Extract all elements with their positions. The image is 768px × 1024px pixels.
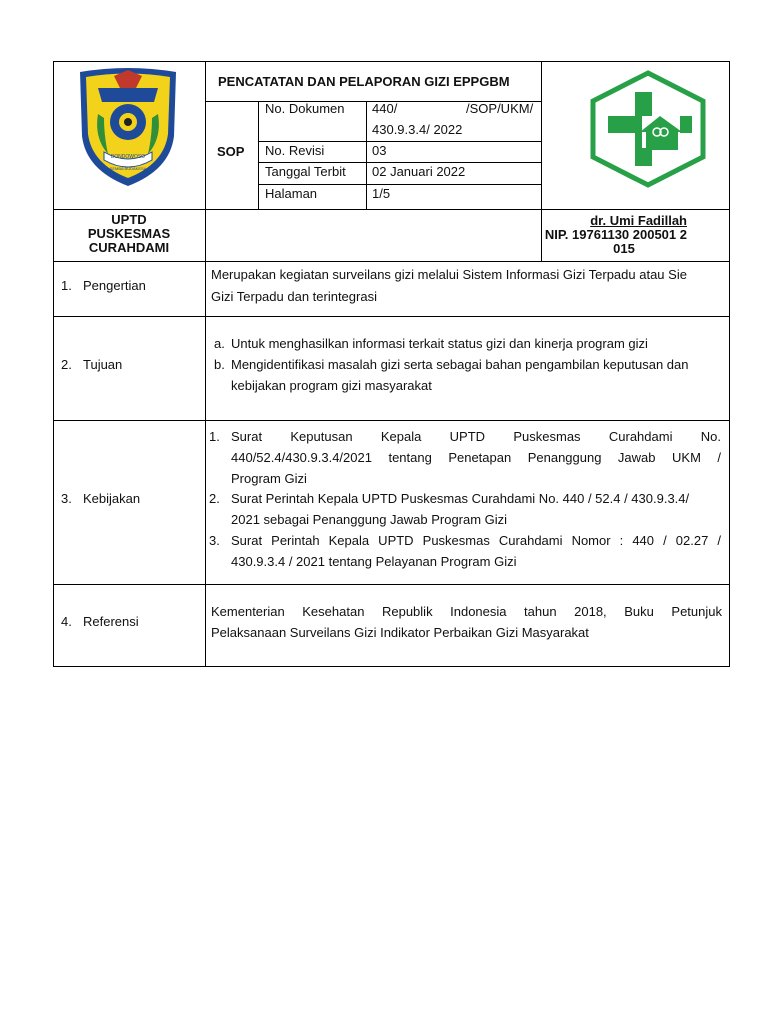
emblem-ribbon-text: SEMBA BUDAKESA (109, 166, 147, 171)
section-body-line: Gizi Terpadu dan terintegrasi (211, 289, 377, 304)
puskesmas-hexagon-icon (588, 70, 708, 188)
meta-label-divider (258, 101, 259, 209)
section-number: 4. (61, 614, 72, 629)
list-item-line: Untuk menghasilkan informasi terkait status gizi dan kinerja program gizi (231, 336, 648, 351)
meta-value-halaman: 1/5 (372, 186, 391, 201)
regency-emblem-icon (74, 66, 182, 190)
org-name-line: PUSKESMAS (87, 226, 171, 241)
meta-value-no-dokumen: 440/ (372, 101, 398, 116)
sop-label: SOP (217, 144, 245, 159)
table-border-left (53, 61, 54, 667)
list-item-line: Surat Keputusan Kepala UPTD Puskesmas Curahdami No. (231, 429, 721, 444)
meta-value-divider (366, 101, 367, 209)
list-item-line: 430.9.3.4 / 2021 tentang Pelayanan Program Gizi (231, 554, 517, 569)
signatory-nip: 015 (613, 241, 635, 256)
header-bottom-line (53, 209, 730, 210)
org-name-line: UPTD (111, 212, 147, 227)
list-marker: 1. (209, 429, 220, 444)
section-divider (53, 420, 730, 421)
meta-label-no-revisi: No. Revisi (265, 143, 325, 158)
list-item-line: kebijakan program gizi masyarakat (231, 378, 432, 393)
section-number: 1. (61, 278, 72, 293)
column-divider (205, 61, 206, 667)
list-marker: a. (214, 336, 225, 351)
meta-value-no-revisi: 03 (372, 143, 387, 158)
list-marker: 2. (209, 491, 220, 506)
signatory-name: dr. Umi Fadillah (590, 213, 687, 228)
list-item-line: Mengidentifikasi masalah gizi serta sebagai bahan pengambilan keputusan dan (231, 357, 689, 372)
section-title: Referensi (83, 614, 139, 629)
section-body-line: Merupakan kegiatan surveilans gizi melalui Sistem Informasi Gizi Terpadu atau Sie (211, 267, 687, 282)
section-number: 3. (61, 491, 72, 506)
list-item-line: Program Gizi (231, 471, 307, 486)
list-marker: 3. (209, 533, 220, 548)
signatory (541, 214, 687, 256)
list-item-line: Surat Perintah Kepala UPTD Puskesmas Curahdami No. 440 / 52.4 / 430.9.3.4/ (231, 491, 690, 506)
section-divider (53, 316, 730, 317)
table-border-right (729, 61, 730, 667)
section-title: Tujuan (83, 357, 123, 372)
section-body-line: Pelaksanaan Surveilans Gizi Indikator Perbaikan Gizi Masyarakat (211, 625, 589, 640)
section-title: Kebijakan (83, 491, 141, 506)
list-item-line: Surat Perintah Kepala UPTD Puskesmas Curahdami Nomor : 440 / 02.27 / (231, 533, 721, 548)
document-title: PENCATATAN DAN PELAPORAN GIZI EPPGBM (218, 74, 510, 89)
section-body-line: Kementerian Kesehatan Republik Indonesia tahun 2018, Buku Petunjuk (211, 604, 722, 619)
regency-emblem (74, 66, 182, 190)
table-border-bottom (53, 666, 730, 667)
org-name (53, 213, 205, 255)
signatory-nip: NIP. 19761130 200501 2 (544, 227, 687, 242)
meta-label-halaman: Halaman (265, 186, 318, 201)
list-item-line: 440/52.4/430.9.3.4/2021 tentang Penetapan Penanggung Jawab UKM / (231, 450, 721, 465)
meta-label-no-dokumen: No. Dokumen (265, 101, 345, 116)
section-divider (53, 584, 730, 585)
puskesmas-logo (588, 70, 708, 188)
section-title: Pengertian (83, 278, 146, 293)
emblem-ribbon-text: BONDOWOSO (110, 154, 146, 160)
org-name-line: CURAHDAMI (88, 240, 170, 255)
table-border-top (53, 61, 730, 62)
org-row-bottom-line (53, 261, 730, 262)
meta-value-tanggal-terbit: 02 Januari 2022 (372, 164, 466, 179)
list-item-line: 2021 sebagai Penanggung Jawab Program Gizi (231, 512, 508, 527)
meta-label-tanggal-terbit: Tanggal Terbit (265, 164, 346, 179)
section-number: 2. (61, 357, 72, 372)
meta-value-no-dokumen: /SOP/UKM/ (466, 101, 534, 116)
list-marker: b. (214, 357, 225, 372)
meta-value-no-dokumen: 430.9.3.4/ 2022 (372, 122, 463, 137)
